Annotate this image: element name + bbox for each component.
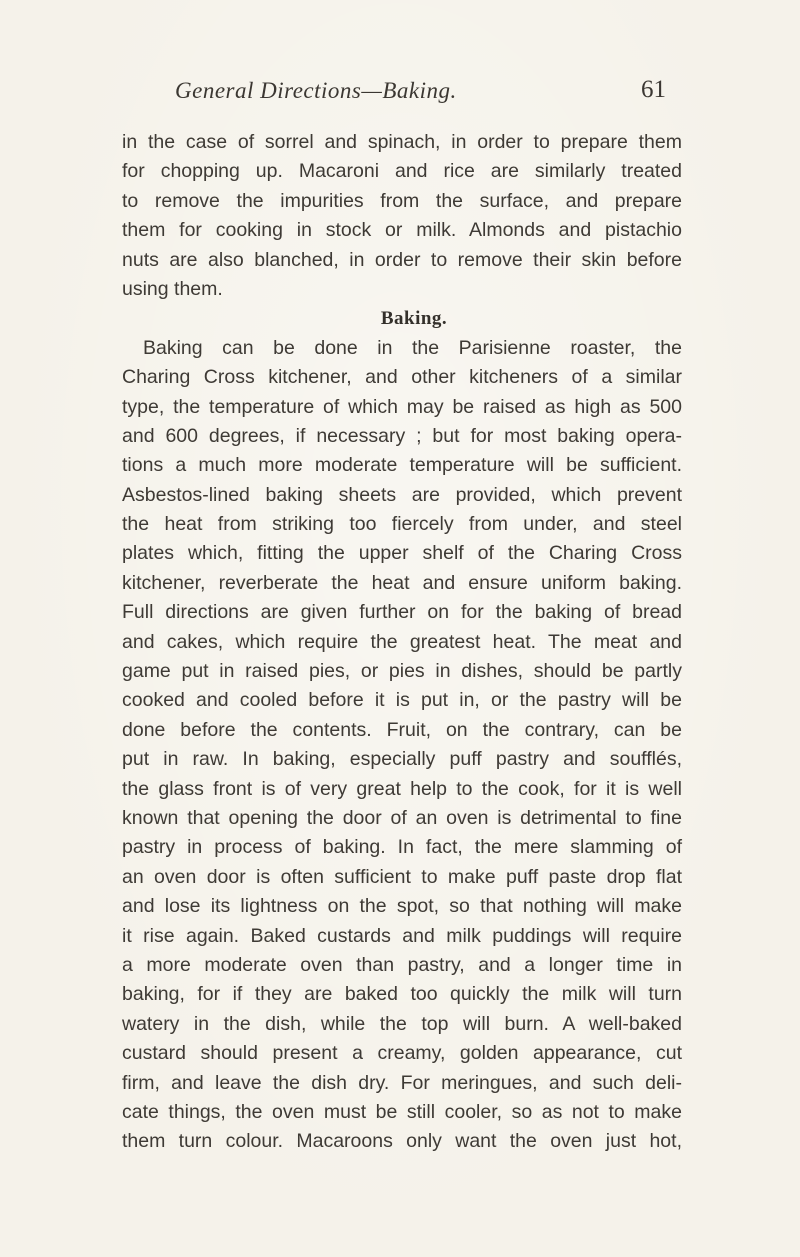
text-line: to remove the impurities from the surface, and prepare [122,189,682,212]
text-line: firm, and leave the dish dry. For meringues, and such deli- [122,1071,682,1094]
text-line: a more moderate oven than pastry, and a longer time in [122,953,682,976]
text-line: kitchener, reverberate the heat and ensure uniform baking. [122,571,682,594]
text-line: known that opening the door of an oven is detrimental to fine [122,806,682,829]
running-head: General Directions—Baking. [175,78,457,103]
text-line: done before the contents. Fruit, on the contrary, can be [122,718,682,741]
text-line: nuts are also blanched, in order to remove their skin before [122,248,682,271]
text-line: them turn colour. Macaroons only want the oven just hot, [122,1130,682,1153]
body-text [122,128,682,1157]
text-line: Full directions are given further on for the baking of bread [122,601,682,624]
text-line: and 600 degrees, if necessary ; but for most baking opera- [122,424,682,447]
page-number: 61 [641,76,666,103]
text-line: the heat from striking too fiercely from under, and steel [122,513,682,536]
text-line: Charing Cross kitchener, and other kitcheners of a similar [122,366,682,389]
text-line: watery in the dish, while the top will burn. A well-baked [122,1012,682,1035]
text-line: game put in raised pies, or pies in dishes, should be partly [122,660,682,683]
section-heading: Baking. [380,308,448,330]
text-line: it rise again. Baked custards and milk puddings will require [122,924,682,947]
text-line: cooked and cooled before it is put in, or the pastry will be [122,689,682,712]
text-line: plates which, fitting the upper shelf of the Charing Cross [122,542,682,565]
text-line: put in raw. In baking, especially puff pastry and soufflés, [122,748,682,771]
text-line: and lose its lightness on the spot, so that nothing will make [122,895,682,918]
text-line: cate things, the oven must be still cooler, so as not to make [122,1100,682,1123]
text-line: Asbestos-lined baking sheets are provided, which prevent [122,483,682,506]
text-line: the glass front is of very great help to the cook, for it is well [122,777,682,800]
text-line: tions a much more moderate temperature will be sufficient. [122,454,682,477]
text-line: an oven door is often sufficient to make puff paste drop flat [122,865,682,888]
text-line: them for cooking in stock or milk. Almonds and pistachio [122,219,682,242]
text-line: in the case of sorrel and spinach, in order to prepare them [122,131,682,153]
text-line: using them. [122,277,223,300]
text-line: pastry in process of baking. In fact, the mere slamming of [122,836,682,859]
text-line: for chopping up. Macaroni and rice are similarly treated [122,160,682,183]
text-line: custard should present a creamy, golden appearance, cut [122,1042,682,1065]
text-line: and cakes, which require the greatest heat. The meat and [122,630,682,653]
text-line: baking, for if they are baked too quickly the milk will turn [122,983,682,1006]
text-line: Baking can be done in the Parisienne roaster, the [143,336,682,359]
text-line: type, the temperature of which may be raised as high as 500 [122,395,682,418]
